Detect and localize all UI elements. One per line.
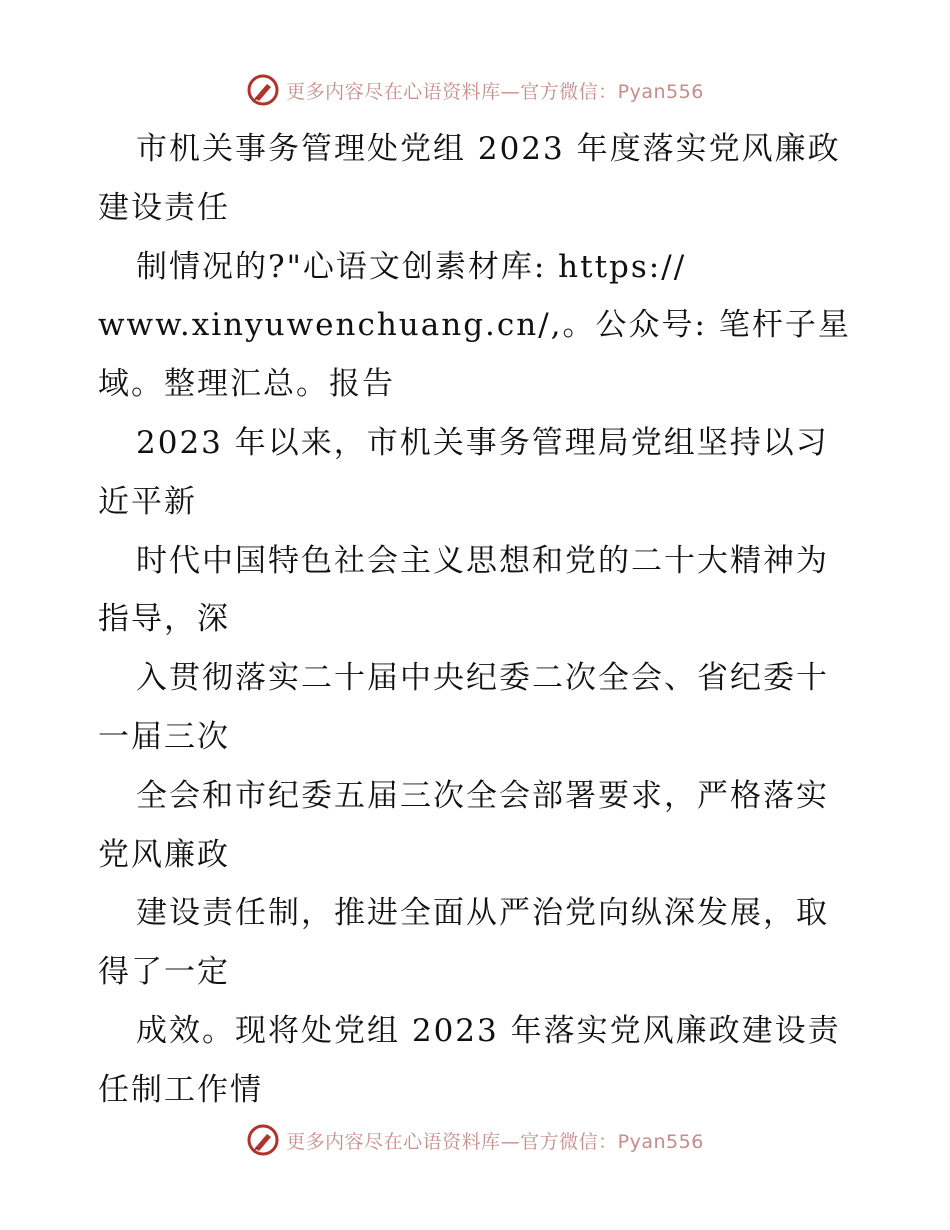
document-line: 建设责任制，推进全面从严治党向纵深发展，取 — [136, 895, 829, 932]
document-line: 一届三次 — [98, 718, 230, 755]
document-line: 制情况的?"心语文创素材库: https:// — [136, 248, 687, 285]
document-line: 域。整理汇总。报告 — [98, 366, 395, 403]
document-line: 建设责任 — [98, 189, 230, 226]
document-line: 任制工作情 — [98, 1071, 263, 1108]
document-line: 全会和市纪委五届三次全会部署要求，严格落实 — [136, 777, 829, 814]
document-line: 时代中国特色社会主义思想和党的二十大精神为 — [136, 542, 829, 579]
document-line: www.xinyuwenchuang.cn/,。公众号: 笔杆子星 — [98, 307, 851, 344]
document-body — [98, 120, 868, 1120]
footer-banner-text: 更多内容尽在心语资料库—官方微信：Pyan556 — [286, 1130, 704, 1153]
document-line: 近平新 — [98, 483, 197, 520]
document-line: 市机关事务管理处党组 2023 年度落实党风廉政 — [136, 131, 841, 167]
pen-logo-icon — [246, 73, 280, 107]
document-line: 2023 年以来，市机关事务管理局党组坚持以习 — [136, 424, 829, 461]
document-line: 成效。现将处党组 2023 年落实党风廉政建设责 — [136, 1012, 841, 1049]
footer-banner — [0, 1120, 950, 1160]
header-banner — [0, 70, 950, 110]
document-line: 党风廉政 — [98, 836, 230, 873]
header-banner-text: 更多内容尽在心语资料库—官方微信：Pyan556 — [286, 80, 704, 103]
document-line: 指导，深 — [98, 601, 230, 638]
document-line: 得了一定 — [98, 954, 230, 991]
pen-logo-icon — [246, 1123, 280, 1157]
document-line: 入贯彻落实二十届中央纪委二次全会、省纪委十 — [136, 660, 829, 697]
